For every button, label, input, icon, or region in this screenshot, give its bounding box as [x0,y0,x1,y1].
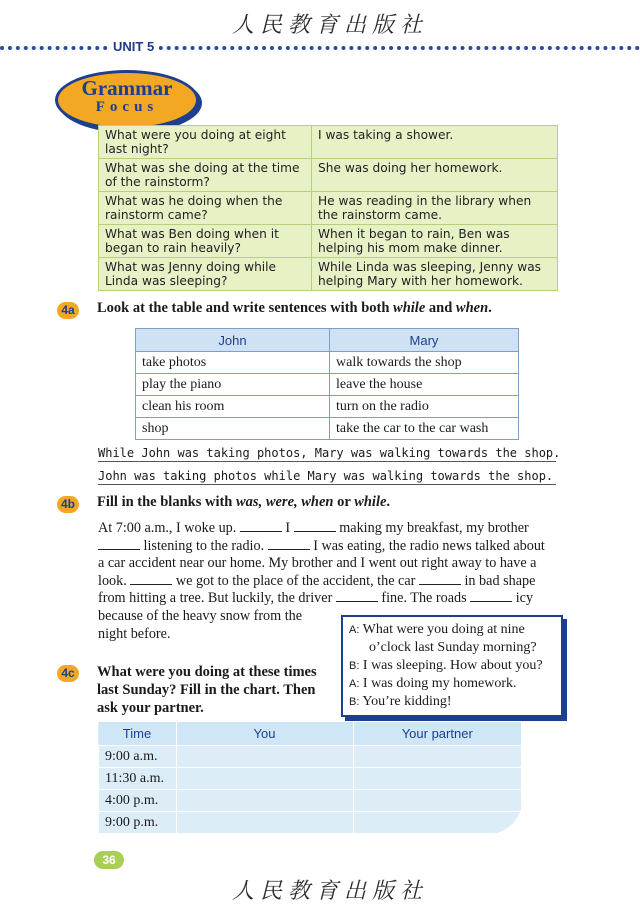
grammar-focus-subtitle: Focus [95,99,159,115]
instruction-text: Fill in the blanks with [97,494,236,510]
blank-field[interactable] [419,573,461,585]
grammar-row [99,258,558,291]
partner-cell[interactable] [353,790,522,812]
passage-text: we got to the place of the accident, the car [175,572,416,589]
mary-cell: walk towards the shop [330,352,519,374]
blank-field[interactable] [470,590,512,602]
passage-text: fine. The roads [381,590,467,607]
time-cell: 4:00 p.m. [99,790,177,812]
table-row [136,352,519,374]
example-sentence: While John was taking photos, Mary was walking towards the shop. [98,446,561,460]
john-cell: take photos [136,352,330,374]
dialog-line [349,693,555,711]
you-cell[interactable] [176,746,353,768]
grammar-answer: He was reading in the library when the rainstorm came. [312,192,558,225]
john-cell: clean his room [136,396,330,418]
instruction-word-while: while [393,300,426,316]
exercise-4c-instruction [97,663,317,717]
grammar-row [99,126,558,159]
instruction-line: What were you doing at these times [97,664,317,680]
dialog-line [349,675,555,693]
speaker-label: A: [349,678,360,690]
passage-text: night before. [98,625,171,642]
passage-text: in bad shape [464,572,536,589]
grammar-row [99,225,558,258]
grammar-answer: She was doing her homework. [312,159,558,192]
dialog-text: What were you doing at nine [362,622,525,637]
grammar-row [99,159,558,192]
grammar-question: What were you doing at eight last night? [99,126,312,159]
dialog-text: You’re kidding! [362,694,452,709]
instruction-words: was, were, when [236,494,334,510]
grammar-focus-title: Grammar [81,76,173,100]
instruction-word-while: while [354,494,387,510]
instruction-text: Look at the table and write sentences with both [97,300,394,316]
you-cell[interactable] [176,768,353,790]
instruction-line: ask your partner. [97,700,204,716]
blank-field[interactable] [294,520,336,532]
page-number: 36 [94,851,124,869]
john-mary-table [135,328,519,440]
grammar-answer: While Linda was sleeping, Jenny was helping Mary with her homework. [312,258,558,291]
table-row [136,418,519,440]
passage-text: At 7:00 a.m., I woke up. [98,520,237,536]
passage-text: making my breakfast, my brother [339,520,529,536]
dialog-text: o’clock last Sunday morning? [369,640,537,655]
column-header-john: John [136,329,330,352]
table-row [136,374,519,396]
instruction-text: . [488,300,492,316]
grammar-table [98,125,558,291]
unit-divider [0,46,640,50]
instruction-line: last Sunday? Fill in the chart. Then [97,682,316,698]
blank-field[interactable] [130,573,172,585]
blank-field[interactable] [98,538,140,550]
passage-text: because of the heavy snow from the [98,607,303,624]
dialog-text: I was sleeping. How about you? [362,658,543,673]
column-header-partner: Your partner [353,722,522,746]
passage-text: I was eating, the radio news talked about [313,537,545,554]
mary-cell: turn on the radio [330,396,519,418]
table-row [136,396,519,418]
grammar-question: What was Jenny doing while Linda was sleeping? [99,258,312,291]
blank-field[interactable] [268,538,310,550]
column-header-mary: Mary [330,329,519,352]
grammar-question: What was Ben doing when it began to rain heavily? [99,225,312,258]
passage-text: from hitting a tree. But luckily, the driver [98,590,333,607]
instruction-text: or [333,494,355,510]
exercise-4b-instruction [97,494,390,511]
example-sentence: John was taking photos while Mary was walking towards the shop. [98,469,554,483]
partner-cell[interactable] [353,768,522,790]
john-cell: play the piano [136,374,330,396]
grammar-row [99,192,558,225]
table-row [99,746,522,768]
mary-cell: take the car to the car wash [330,418,519,440]
answer-line [98,461,556,462]
example-dialog [341,615,563,717]
partner-cell[interactable] [353,746,522,768]
exercise-4c-badge: 4c [57,665,79,682]
grammar-answer: I was taking a shower. [312,126,558,159]
passage-text: look. [98,572,127,589]
speaker-label: A: [349,624,360,636]
speaker-label: B: [349,696,360,708]
passage-text: listening to the radio. [143,537,265,554]
time-cell: 9:00 p.m. [99,812,177,834]
table-row [99,790,522,812]
unit-label: UNIT 5 [108,39,159,54]
speaker-label: B: [349,660,360,672]
time-chart [98,722,522,834]
table-row [99,768,522,790]
dialog-line [349,657,555,675]
you-cell[interactable] [176,812,353,834]
answer-line [98,484,556,485]
passage-text: icy [515,590,534,607]
mary-cell: leave the house [330,374,519,396]
publisher-header: 人民教育出版社 [232,13,429,38]
time-chart-container [98,722,522,834]
exercise-4a-badge: 4a [57,302,79,319]
grammar-question: What was she doing at the time of the rainstorm? [99,159,312,192]
grammar-answer: When it began to rain, Ben was helping his mom make dinner. [312,225,558,258]
column-header-you: You [176,722,353,746]
table-row [99,812,522,834]
instruction-text: and [425,300,456,316]
blank-field[interactable] [336,590,378,602]
passage-text: I [285,520,291,536]
exercise-4a-instruction [97,300,492,317]
passage-text: a car accident near our home. My brother and I went out right away to have a [98,555,537,572]
exercise-4b-badge: 4b [57,496,79,513]
instruction-text: . [386,494,391,510]
grammar-focus-badge [55,70,199,130]
you-cell[interactable] [176,790,353,812]
dialog-line [349,621,555,639]
publisher-footer: 人民教育出版社 [232,879,429,904]
column-header-time: Time [99,722,177,746]
time-cell: 11:30 a.m. [99,768,177,790]
instruction-word-when: when [455,300,489,316]
john-cell: shop [136,418,330,440]
grammar-question: What was he doing when the rainstorm came? [99,192,312,225]
partner-cell[interactable] [353,812,522,834]
blank-field[interactable] [240,520,282,532]
time-cell: 9:00 a.m. [99,746,177,768]
dialog-text: I was doing my homework. [362,676,517,691]
dialog-line [349,639,555,657]
